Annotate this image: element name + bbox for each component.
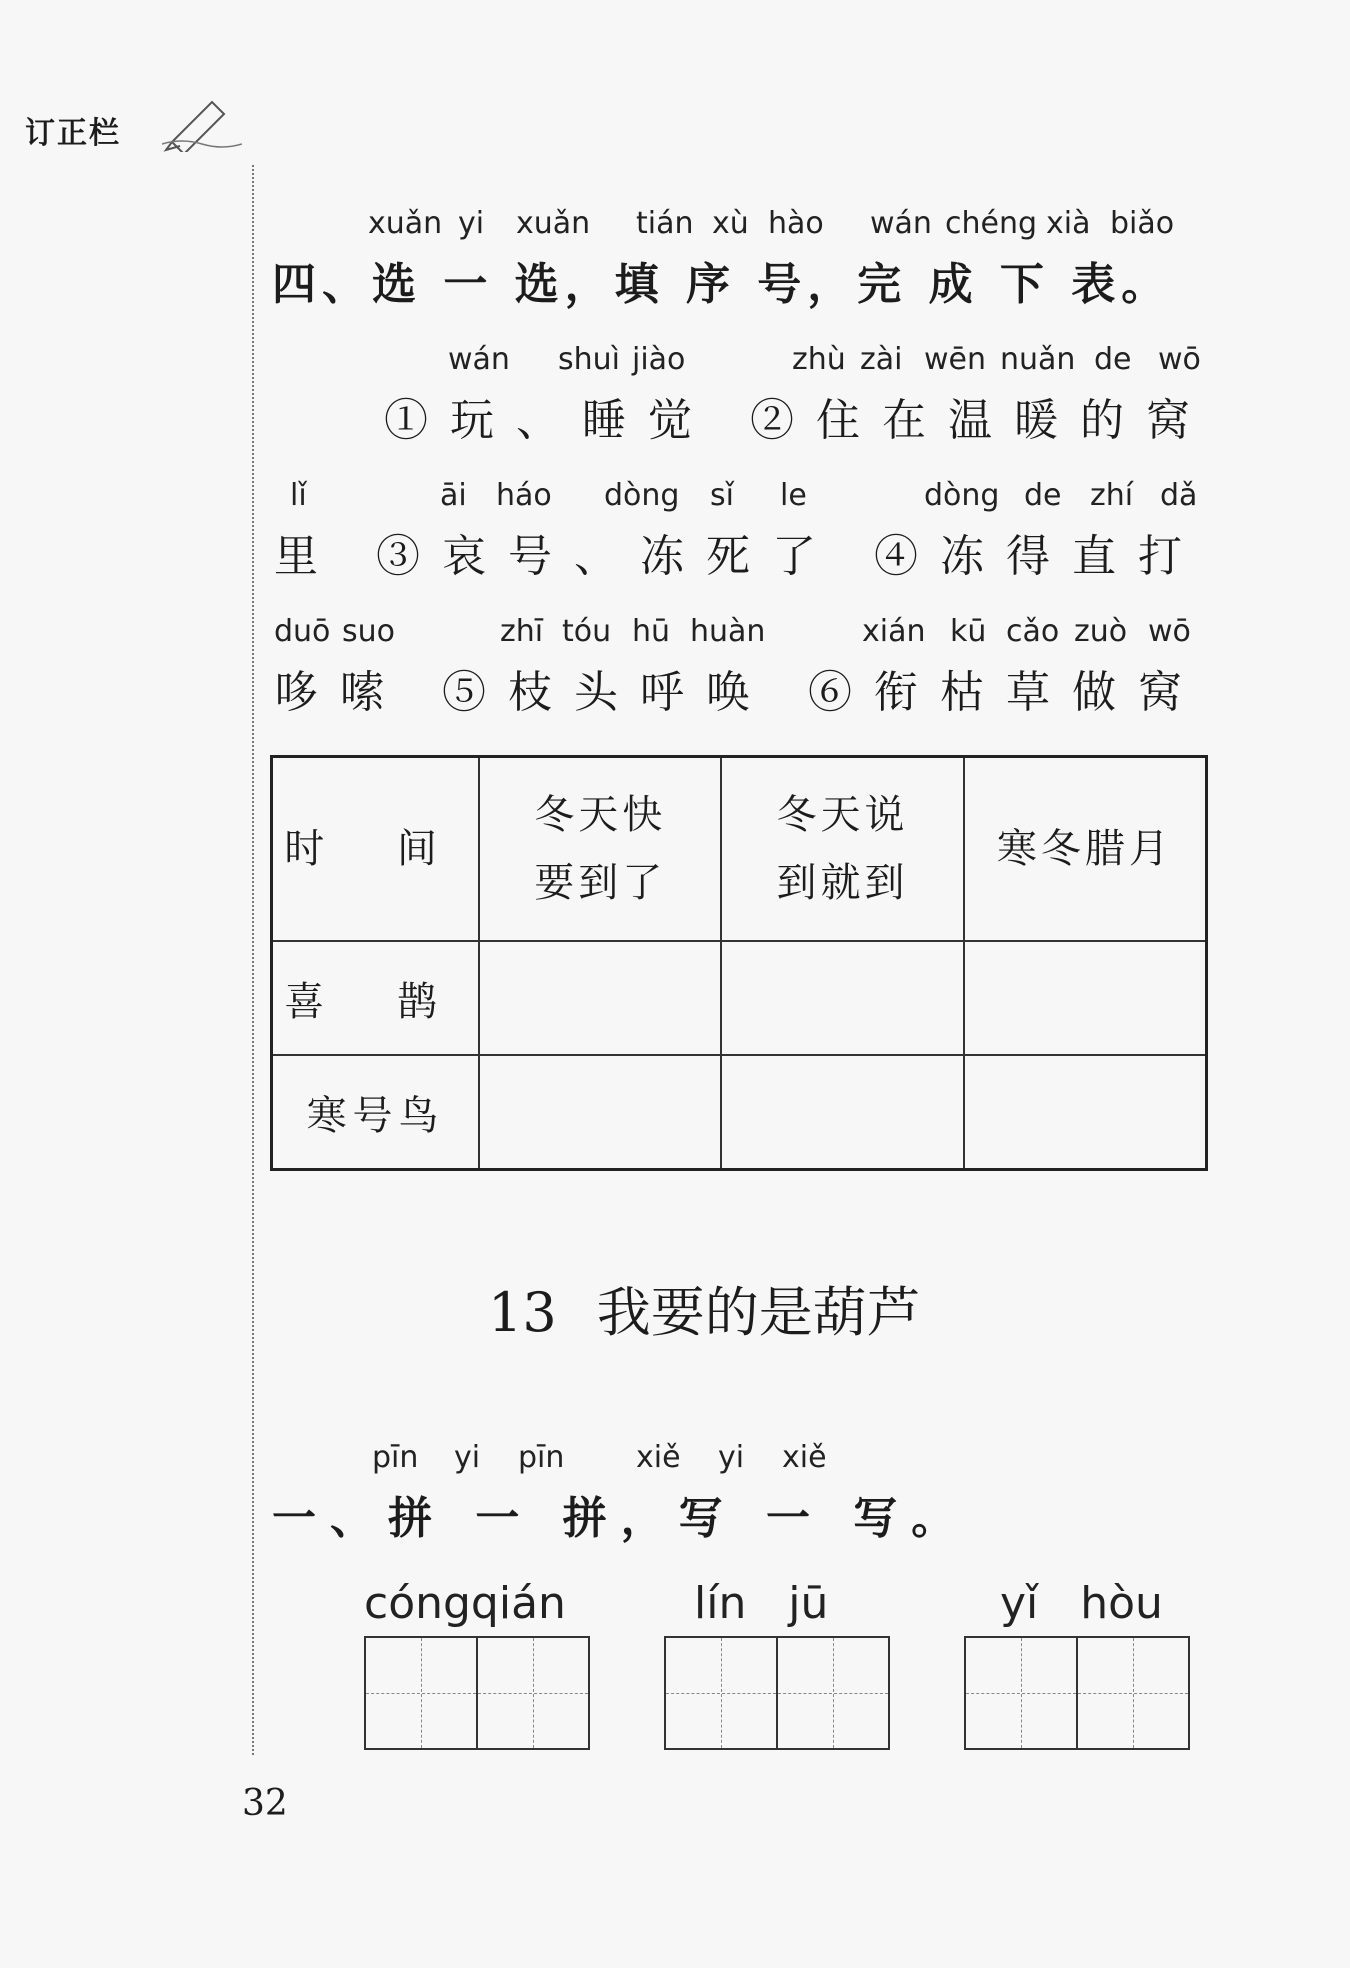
option-line-3: 哆嗦 ⑤枝头呼唤 ⑥衔枯草做窝 bbox=[274, 667, 1204, 718]
opt2-pinyin-10: dǎ bbox=[1160, 478, 1198, 513]
box-2-pinyin: lín jū bbox=[694, 1578, 829, 1629]
row-magpie-label: 喜 鹊 bbox=[272, 941, 480, 1055]
lesson-heading bbox=[488, 1270, 921, 1347]
writing-cell[interactable] bbox=[666, 1638, 778, 1748]
opt2-pinyin-9: zhí bbox=[1090, 478, 1134, 513]
answer-cell-magpie-3[interactable] bbox=[964, 941, 1207, 1055]
option-line-1: ①玩、睡觉 ②住在温暖的窝 bbox=[384, 395, 1212, 446]
q4-pinyin-4: tián bbox=[636, 206, 694, 241]
writing-cell[interactable] bbox=[366, 1638, 478, 1748]
writing-cell[interactable] bbox=[778, 1638, 888, 1748]
writing-box-3[interactable] bbox=[964, 1636, 1190, 1750]
opt1-pinyin-8: de bbox=[1094, 342, 1132, 377]
header-col-2 bbox=[721, 757, 963, 942]
header-col-1 bbox=[479, 757, 721, 942]
opt1-pinyin-9: wō bbox=[1158, 342, 1201, 377]
answer-cell-hanhaoniao-1[interactable] bbox=[479, 1055, 721, 1170]
q1-pinyin-2: yi bbox=[454, 1440, 481, 1475]
q4-pinyin-3: xuǎn bbox=[516, 206, 591, 241]
answer-cell-hanhaoniao-3[interactable] bbox=[964, 1055, 1207, 1170]
header-col-2-line-1: 冬天说 bbox=[776, 792, 909, 838]
q4-pinyin-9: xià bbox=[1046, 206, 1091, 241]
opt2-pinyin-3: háo bbox=[496, 478, 552, 513]
q4-pinyin-8: chéng bbox=[945, 206, 1038, 241]
header-col-1-line-2: 要到了 bbox=[534, 860, 667, 906]
answer-cell-magpie-2[interactable] bbox=[721, 941, 963, 1055]
writing-box-2[interactable] bbox=[664, 1636, 890, 1750]
correction-label: 订正栏 bbox=[25, 116, 121, 151]
header-col-1-line-1: 冬天快 bbox=[534, 792, 667, 838]
pencil-icon bbox=[162, 92, 242, 152]
option-line-2: 里 ③哀号、冻死了 ④冻得直打 bbox=[274, 531, 1204, 582]
opt1-pinyin-4: zhù bbox=[792, 342, 846, 377]
q1-pinyin-5: yi bbox=[718, 1440, 745, 1475]
opt2-pinyin-4: dòng bbox=[604, 478, 680, 513]
opt3-pinyin-8: kū bbox=[950, 614, 987, 649]
header-col-2-line-2: 到就到 bbox=[776, 860, 909, 906]
lesson-number: 13 bbox=[488, 1281, 557, 1344]
opt3-pinyin-1: duō bbox=[274, 614, 331, 649]
q1-pinyin-1: pīn bbox=[372, 1440, 419, 1475]
opt1-pinyin-5: zài bbox=[860, 342, 903, 377]
q1-pinyin-6: xiě bbox=[782, 1440, 827, 1475]
header-time-cell: 时 间 bbox=[272, 757, 480, 942]
q4-pinyin-7: wán bbox=[870, 206, 932, 241]
answer-cell-hanhaoniao-2[interactable] bbox=[721, 1055, 963, 1170]
writing-cell[interactable] bbox=[1078, 1638, 1188, 1748]
q4-pinyin-2: yi bbox=[458, 206, 485, 241]
opt3-pinyin-3: zhī bbox=[500, 614, 544, 649]
opt1-pinyin-2: shuì bbox=[558, 342, 620, 377]
row-hanhaoniao-label: 寒号鸟 bbox=[272, 1055, 480, 1170]
opt1-pinyin-7: nuǎn bbox=[1000, 342, 1076, 377]
writing-box-1[interactable] bbox=[364, 1636, 590, 1750]
opt3-pinyin-5: hū bbox=[632, 614, 671, 649]
opt3-pinyin-10: zuò bbox=[1074, 614, 1128, 649]
margin-dotted-line bbox=[252, 165, 254, 1755]
q1-pinyin-3: pīn bbox=[518, 1440, 565, 1475]
opt2-pinyin-7: dòng bbox=[924, 478, 1000, 513]
opt3-pinyin-9: cǎo bbox=[1006, 614, 1060, 649]
opt3-pinyin-7: xián bbox=[862, 614, 926, 649]
page-number: 32 bbox=[242, 1783, 288, 1824]
lesson-title: 我要的是葫芦 bbox=[596, 1281, 921, 1344]
opt2-pinyin-8: de bbox=[1024, 478, 1062, 513]
answer-cell-magpie-1[interactable] bbox=[479, 941, 721, 1055]
opt3-pinyin-4: tóu bbox=[562, 614, 612, 649]
header-col-3: 寒冬腊月 bbox=[964, 757, 1207, 942]
q1-pinyin-4: xiě bbox=[636, 1440, 681, 1475]
q4-pinyin-6: hào bbox=[768, 206, 824, 241]
opt3-pinyin-11: wō bbox=[1148, 614, 1191, 649]
q4-title: 四、选 一 选，填 序 号，完 成 下 表。 bbox=[272, 259, 1172, 310]
opt1-pinyin-3: jiào bbox=[632, 342, 686, 377]
opt3-pinyin-2: suo bbox=[342, 614, 395, 649]
writing-cell[interactable] bbox=[966, 1638, 1078, 1748]
box-3-pinyin: yǐ hòu bbox=[1000, 1578, 1163, 1629]
opt2-pinyin-1: lǐ bbox=[290, 478, 307, 513]
q4-pinyin-10: biǎo bbox=[1110, 206, 1175, 241]
q4-pinyin-1: xuǎn bbox=[368, 206, 443, 241]
opt2-pinyin-2: āi bbox=[440, 478, 467, 513]
q4-pinyin-5: xù bbox=[712, 206, 749, 241]
opt1-pinyin-6: wēn bbox=[924, 342, 987, 377]
opt1-pinyin-1: wán bbox=[448, 342, 510, 377]
opt2-pinyin-6: le bbox=[780, 478, 807, 513]
box-1-pinyin: cóngqián bbox=[364, 1578, 566, 1629]
opt3-pinyin-6: huàn bbox=[690, 614, 766, 649]
opt2-pinyin-5: sǐ bbox=[710, 478, 734, 513]
q1-title: 一、拼 一 拼，写 一 写。 bbox=[272, 1493, 970, 1544]
writing-cell[interactable] bbox=[478, 1638, 588, 1748]
fill-in-table bbox=[270, 755, 1208, 1171]
